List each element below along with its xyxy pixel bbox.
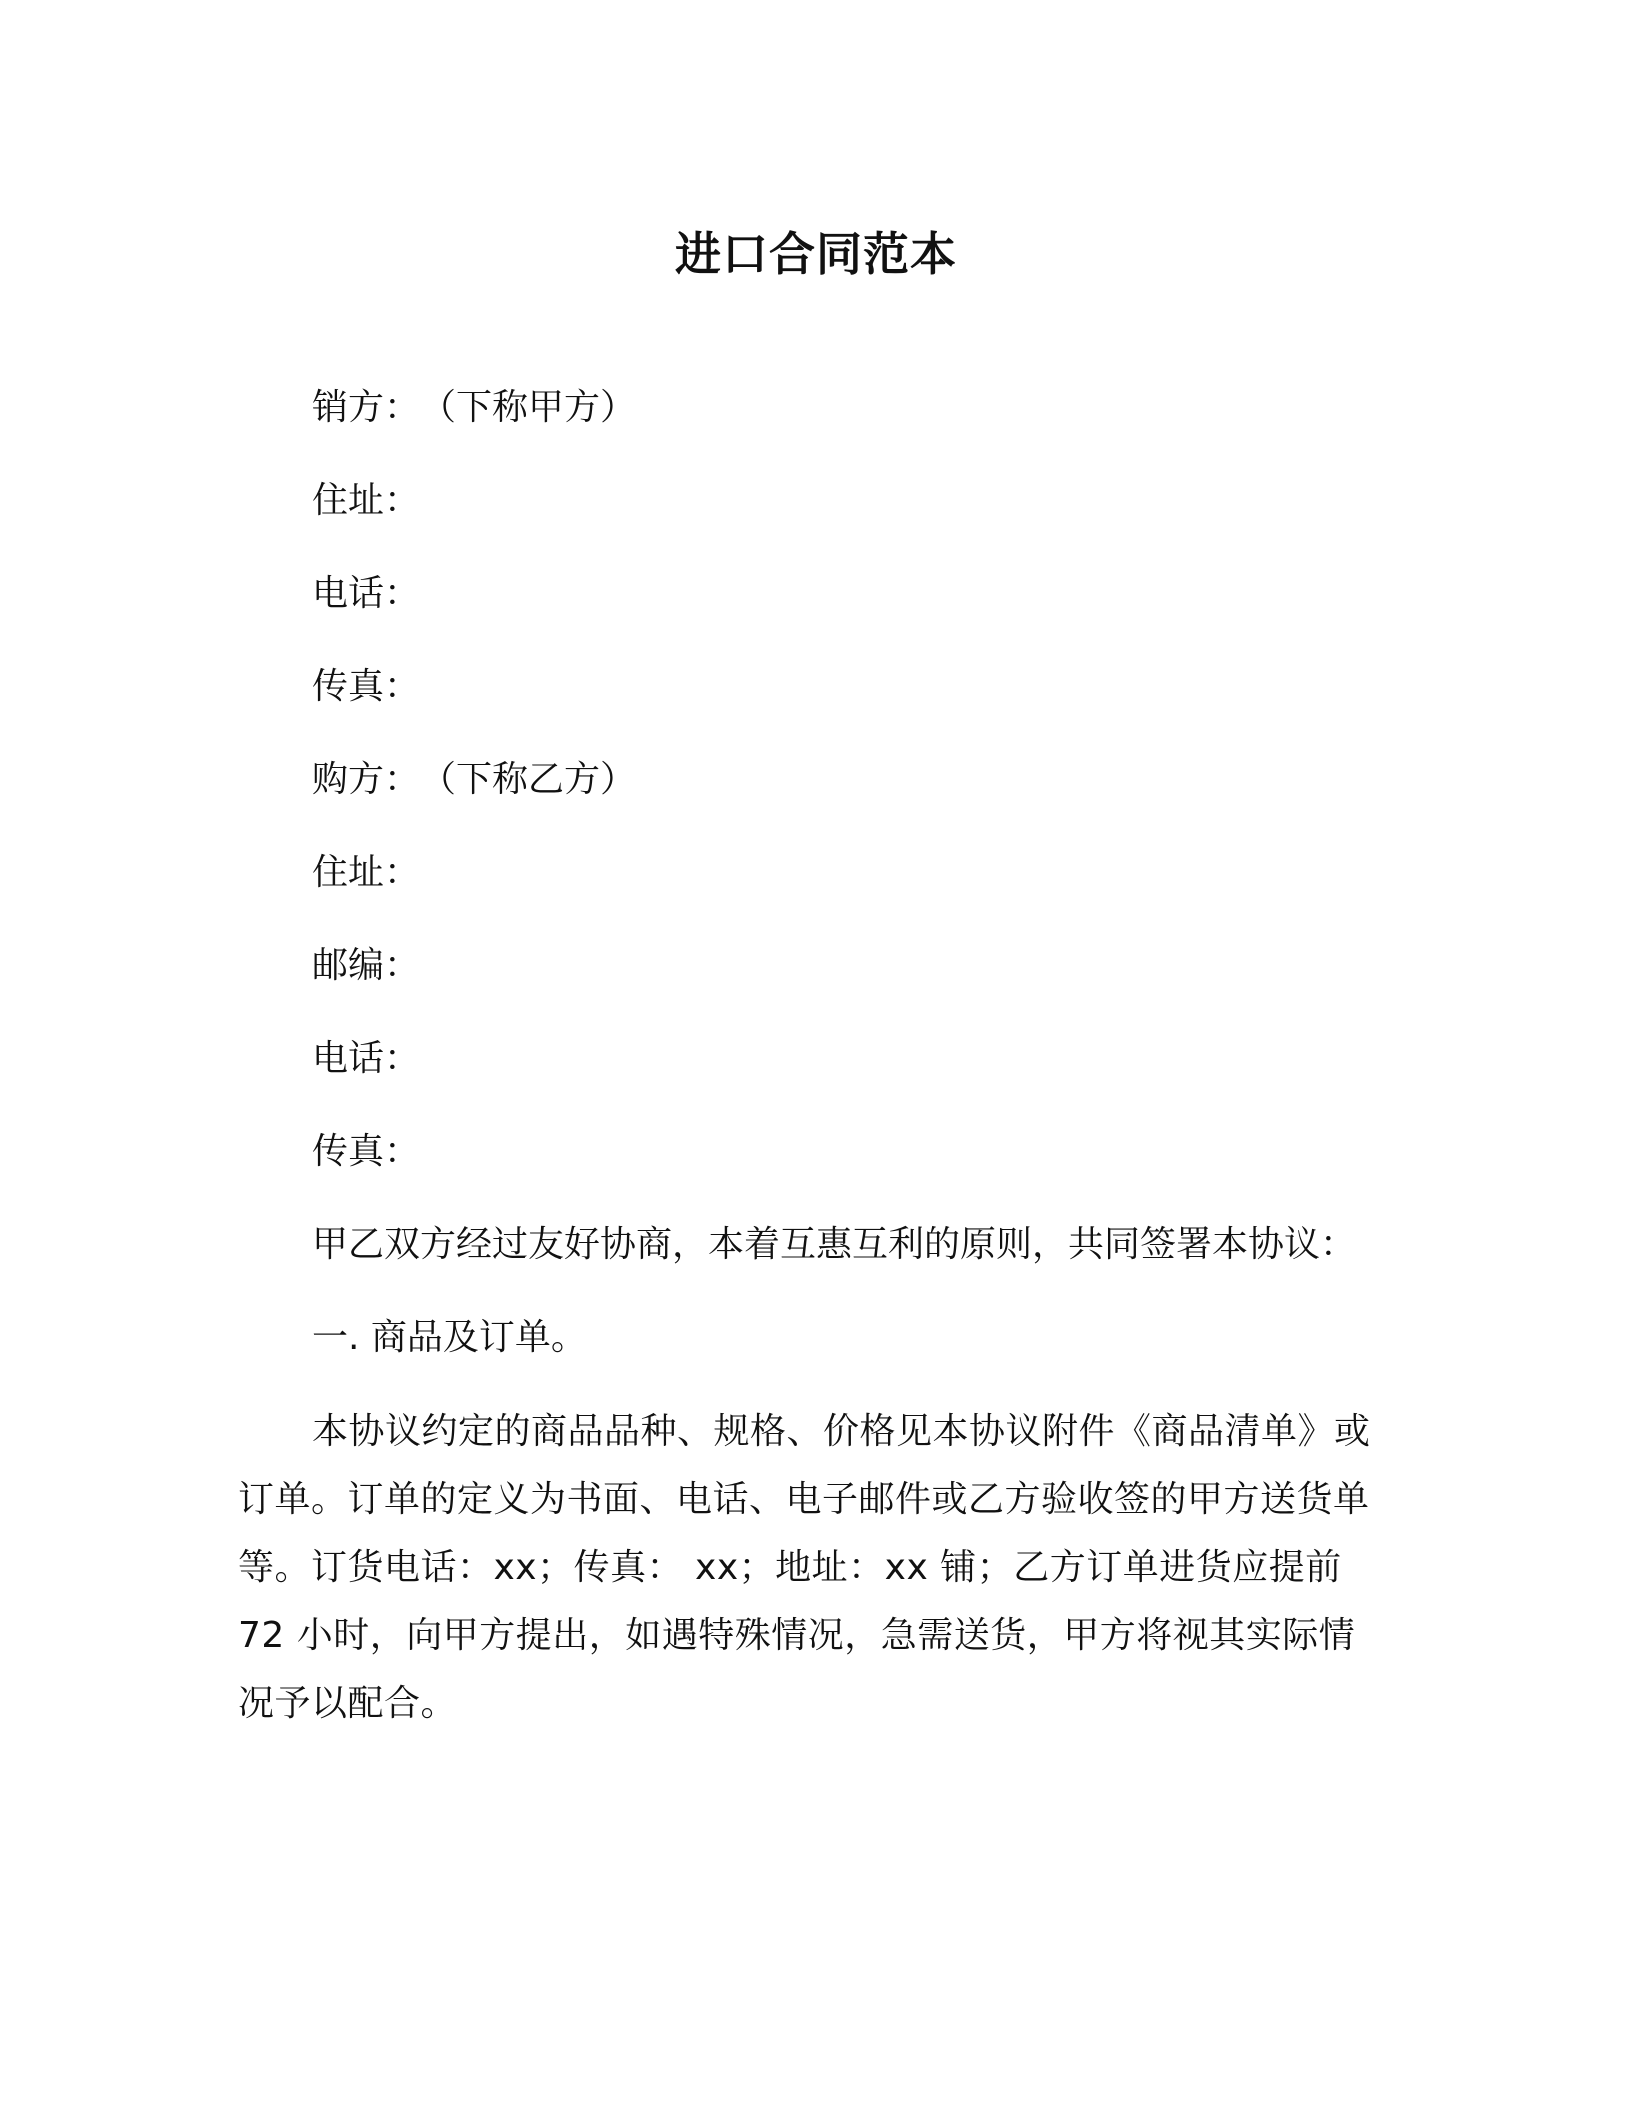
intro-paragraph: 甲乙双方经过友好协商，本着互惠互利的原则，共同签署本协议：	[312, 1224, 1357, 1265]
buyer-address-label: 住址：	[312, 852, 421, 893]
buyer-fax-label: 传真：	[312, 1131, 421, 1172]
seller-phone-label: 电话：	[312, 573, 421, 614]
buyer-phone-field	[312, 1035, 420, 1083]
buyer-fax-field	[312, 1128, 420, 1176]
buyer-postcode-field	[312, 942, 420, 990]
seller-field	[312, 384, 636, 432]
buyer-address-field	[312, 849, 420, 897]
section-1-body: 本协议约定的商品品种、规格、价格见本协议附件《商品清单》或订单。订单的定义为书面、电话、电子邮件或乙方验收签的甲方送货单等。订货电话：xx；传真： xx；地址：xx 铺；乙方订单进货应提前 72 小时，向甲方提出，如遇特殊情况，急需送货，甲方将视其实际情况予以配合。	[238, 1411, 1371, 1724]
seller-label: 销方：	[312, 387, 421, 428]
seller-fax-label: 传真：	[312, 666, 421, 707]
seller-address-label: 住址：	[312, 480, 421, 521]
seller-note: （下称甲方）	[438, 387, 637, 428]
buyer-postcode-label: 邮编：	[312, 945, 421, 986]
seller-phone-field	[312, 570, 420, 618]
buyer-note: （下称乙方）	[438, 759, 637, 800]
section-1-heading: 一. 商品及订单。	[312, 1317, 587, 1358]
seller-address-field	[312, 477, 420, 525]
buyer-phone-label: 电话：	[312, 1038, 421, 1079]
seller-fax-field	[312, 663, 420, 711]
buyer-label: 购方：	[312, 759, 421, 800]
buyer-field	[312, 756, 636, 804]
document-title: 进口合同范本	[675, 227, 957, 281]
